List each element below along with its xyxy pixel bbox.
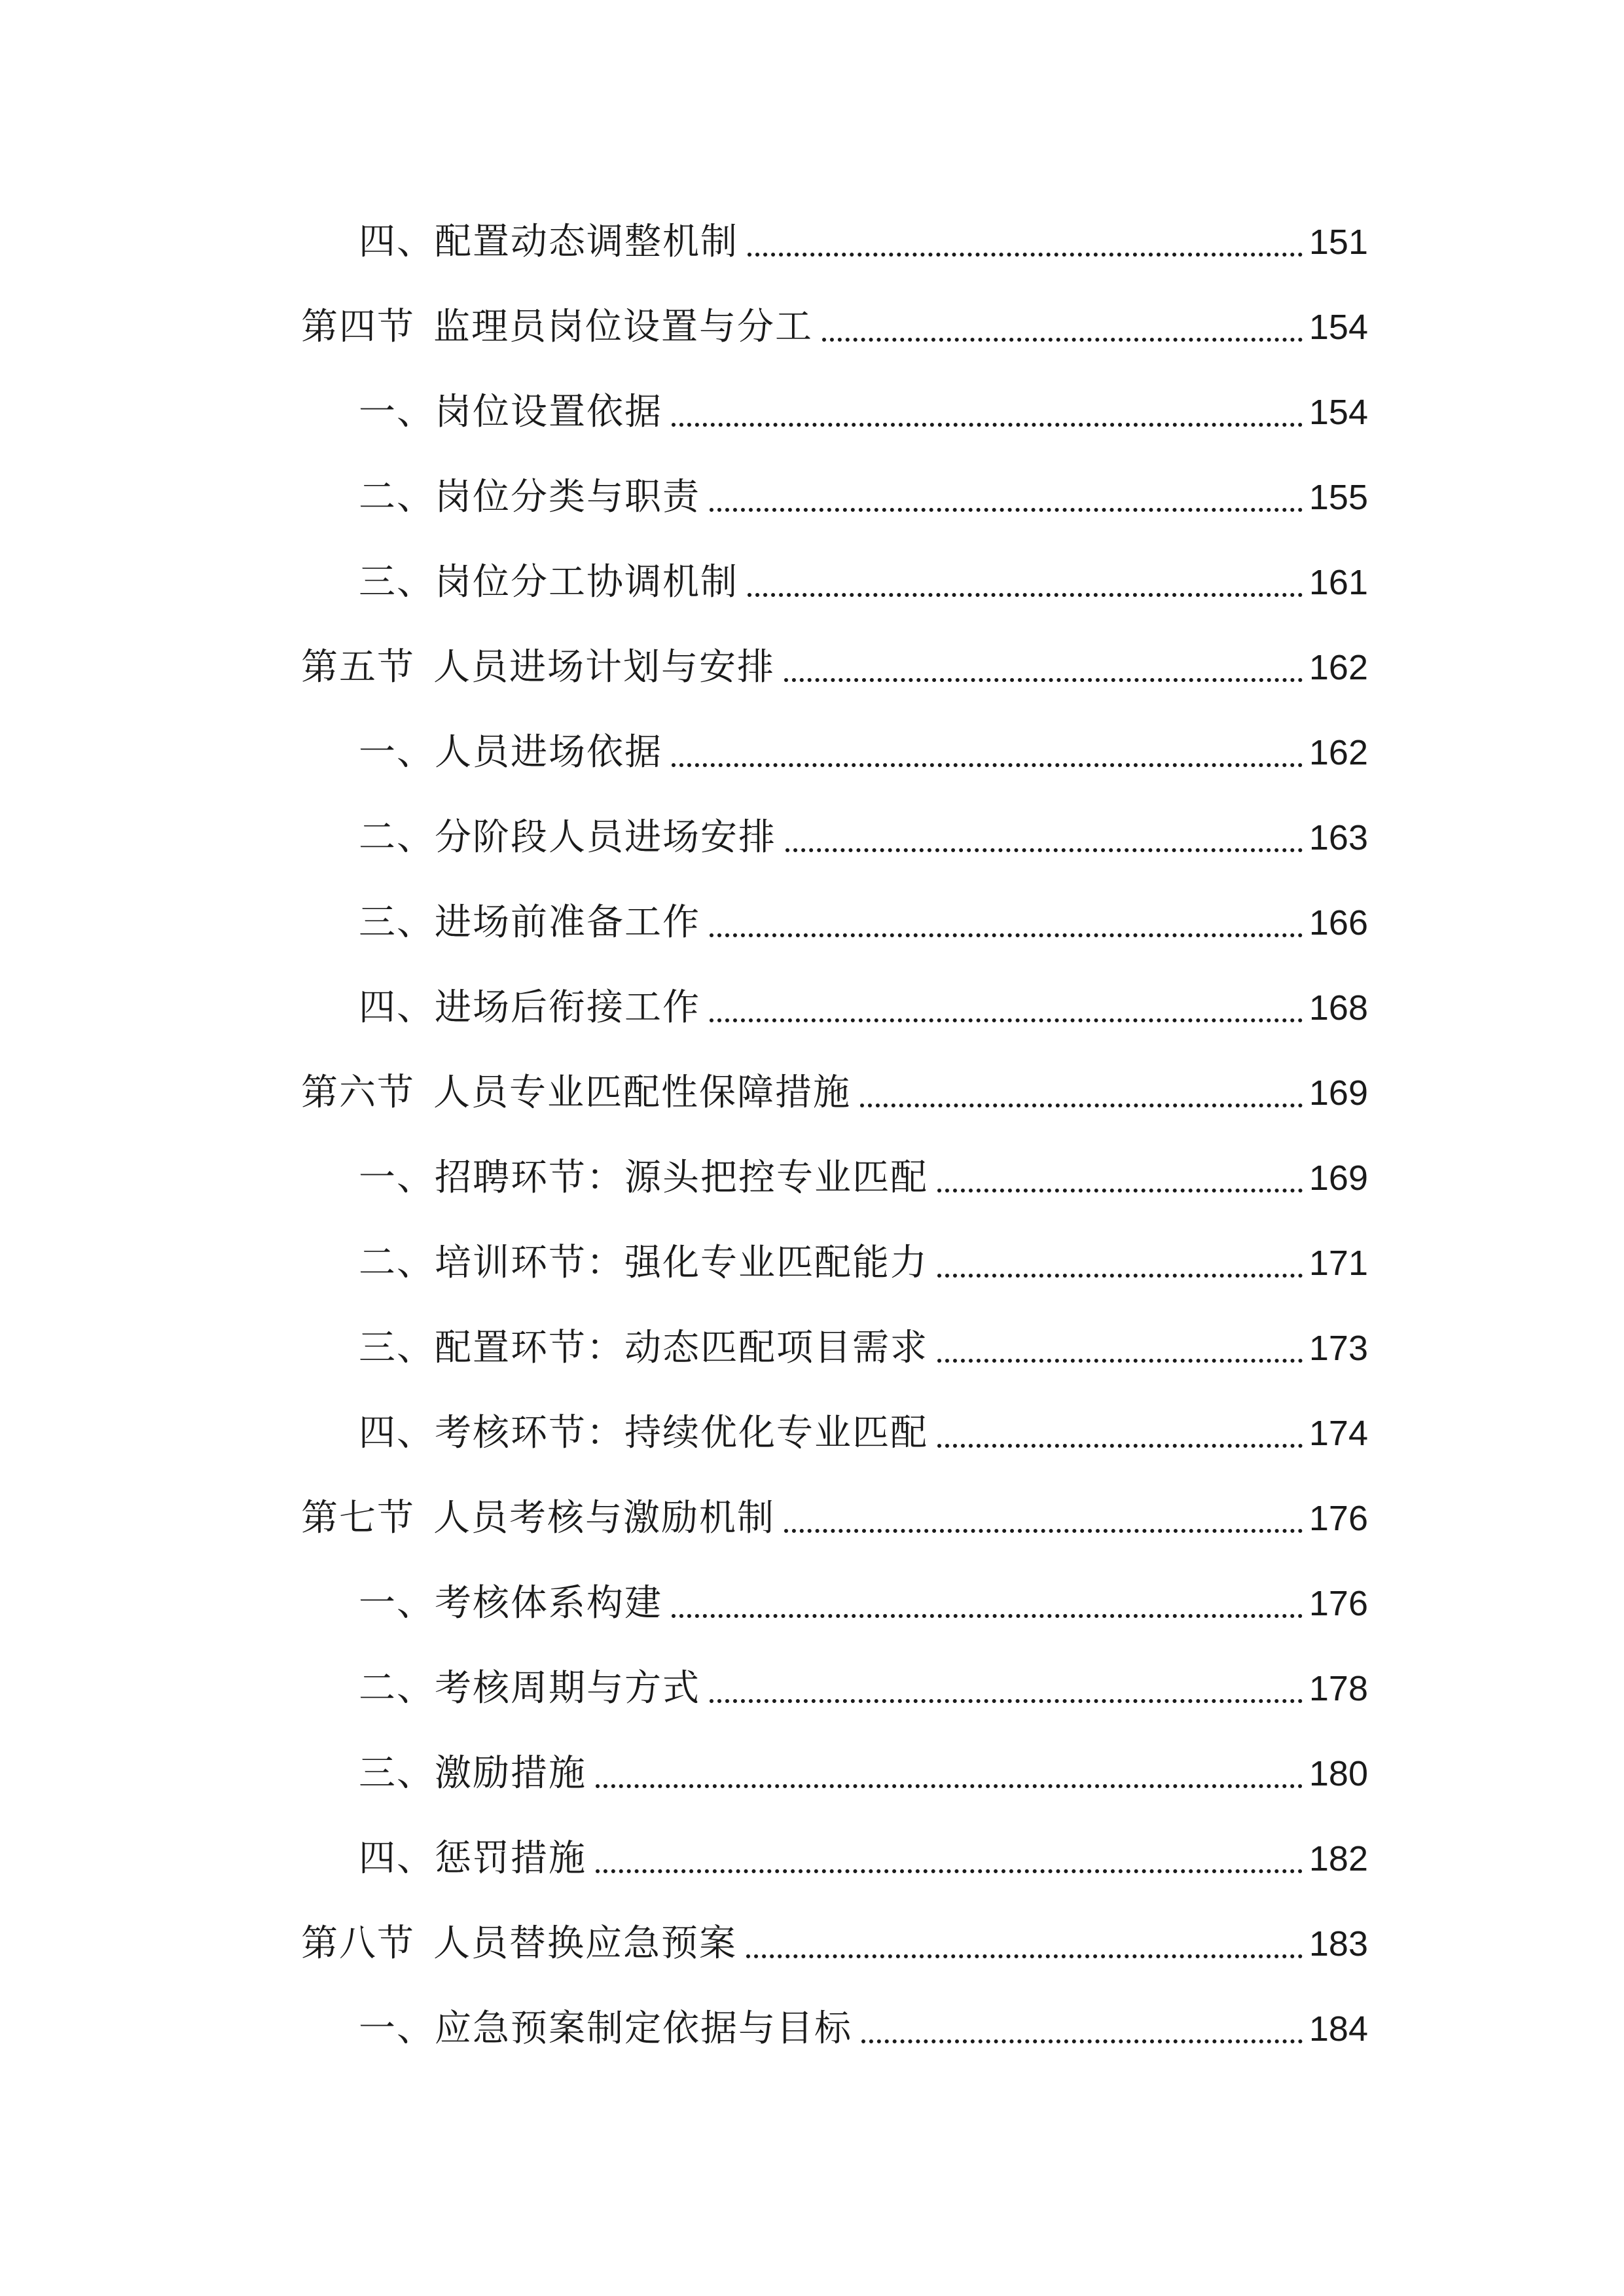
toc-entry-page: 154 bbox=[1308, 393, 1368, 432]
dot-leader bbox=[937, 1359, 1303, 1363]
toc-entry-title: 二、培训环节：强化专业匹配能力 bbox=[359, 1242, 928, 1284]
toc-entry[interactable] bbox=[359, 1833, 1368, 1885]
toc-entry[interactable] bbox=[359, 897, 1368, 949]
toc-entry-page: 182 bbox=[1308, 1839, 1368, 1878]
dot-leader bbox=[860, 1103, 1303, 1107]
toc-entry[interactable] bbox=[359, 1662, 1368, 1715]
toc-entry[interactable] bbox=[359, 726, 1368, 779]
toc-entry[interactable] bbox=[301, 1492, 1368, 1545]
toc-entry-page: 163 bbox=[1308, 818, 1368, 857]
toc-entry[interactable] bbox=[359, 386, 1368, 439]
toc-entry[interactable] bbox=[301, 301, 1368, 353]
toc-entry[interactable] bbox=[359, 1577, 1368, 1630]
toc-entry-title: 一、应急预案制定依据与目标 bbox=[359, 2007, 852, 2050]
toc-entry-page: 161 bbox=[1308, 563, 1368, 602]
toc-entry-page: 183 bbox=[1308, 1924, 1368, 1964]
toc-entry-page: 162 bbox=[1308, 733, 1368, 772]
toc-entry-page: 162 bbox=[1308, 648, 1368, 687]
dot-leader bbox=[746, 1954, 1303, 1958]
toc-entry-title bbox=[301, 301, 813, 353]
dot-leader bbox=[710, 933, 1303, 937]
dot-leader bbox=[672, 763, 1303, 767]
toc-entry-page: 184 bbox=[1308, 2009, 1368, 2049]
toc-entry-title: 四、配置动态调整机制 bbox=[359, 221, 738, 263]
toc-entry-page: 154 bbox=[1308, 308, 1368, 347]
toc-entry-page: 171 bbox=[1308, 1244, 1368, 1283]
toc-entry[interactable] bbox=[359, 556, 1368, 609]
toc-entry-title: 四、进场后衔接工作 bbox=[359, 986, 700, 1029]
section-number: 第八节 bbox=[301, 1922, 415, 1965]
dot-leader bbox=[937, 1189, 1303, 1193]
section-name: 人员专业匹配性保障措施 bbox=[433, 1071, 851, 1114]
toc-entry-page: 155 bbox=[1308, 478, 1368, 517]
dot-leader bbox=[784, 678, 1303, 682]
toc-entry-page: 176 bbox=[1308, 1584, 1368, 1623]
toc-entry[interactable] bbox=[359, 1152, 1368, 1204]
dot-leader bbox=[748, 593, 1303, 597]
dot-leader bbox=[596, 1784, 1303, 1788]
section-number: 第六节 bbox=[301, 1071, 415, 1114]
toc-entry-page: 151 bbox=[1308, 223, 1368, 262]
toc-entry-title: 三、进场前准备工作 bbox=[359, 901, 700, 944]
section-name: 人员替换应急预案 bbox=[433, 1922, 737, 1965]
toc-entry[interactable] bbox=[359, 982, 1368, 1034]
toc-entry[interactable] bbox=[359, 1237, 1368, 1289]
toc-entry[interactable] bbox=[359, 1748, 1368, 1800]
toc-entry-title: 四、考核环节：持续优化专业匹配 bbox=[359, 1412, 928, 1454]
toc-entry-title: 三、激励措施 bbox=[359, 1752, 586, 1795]
toc-entry-title bbox=[301, 1918, 737, 1970]
dot-leader bbox=[861, 2039, 1303, 2043]
toc-entry[interactable] bbox=[359, 2003, 1368, 2055]
toc-entry[interactable] bbox=[301, 1067, 1368, 1119]
toc-entry-page: 178 bbox=[1308, 1669, 1368, 1708]
toc-entry[interactable] bbox=[301, 641, 1368, 694]
toc-entry-page: 169 bbox=[1308, 1158, 1368, 1198]
toc-entry-page: 174 bbox=[1308, 1414, 1368, 1453]
toc-entry-title: 二、分阶段人员进场安排 bbox=[359, 816, 776, 859]
dot-leader bbox=[937, 1274, 1303, 1278]
toc-entry-title: 四、惩罚措施 bbox=[359, 1837, 586, 1880]
toc-entry-title: 一、岗位设置依据 bbox=[359, 391, 662, 433]
toc-entry[interactable] bbox=[359, 216, 1368, 268]
toc-entry-page: 169 bbox=[1308, 1073, 1368, 1113]
dot-leader bbox=[672, 1614, 1303, 1618]
toc-entry[interactable] bbox=[301, 1918, 1368, 1970]
toc-entry-page: 180 bbox=[1308, 1754, 1368, 1793]
dot-leader bbox=[748, 253, 1303, 257]
toc-entry-title: 三、配置环节：动态匹配项目需求 bbox=[359, 1327, 928, 1369]
toc-entry-page: 166 bbox=[1308, 903, 1368, 942]
toc-entry-page: 176 bbox=[1308, 1499, 1368, 1538]
section-name: 人员进场计划与安排 bbox=[433, 646, 775, 689]
toc-entry[interactable] bbox=[359, 812, 1368, 864]
dot-leader bbox=[672, 423, 1303, 427]
section-name: 人员考核与激励机制 bbox=[433, 1497, 775, 1539]
toc-entry[interactable] bbox=[359, 471, 1368, 524]
section-number: 第七节 bbox=[301, 1497, 415, 1539]
dot-leader bbox=[710, 1699, 1303, 1703]
toc-entry-title: 一、人员进场依据 bbox=[359, 731, 662, 774]
toc-entry-title bbox=[301, 1067, 851, 1119]
toc-entry-page: 173 bbox=[1308, 1329, 1368, 1368]
dot-leader bbox=[822, 338, 1303, 342]
toc-entry-title: 二、考核周期与方式 bbox=[359, 1667, 700, 1710]
toc-entry[interactable] bbox=[359, 1407, 1368, 1460]
dot-leader bbox=[710, 1018, 1303, 1022]
toc-entry[interactable] bbox=[359, 1322, 1368, 1374]
section-number: 第五节 bbox=[301, 646, 415, 689]
dot-leader bbox=[596, 1869, 1303, 1873]
toc-entry-title bbox=[301, 641, 775, 694]
dot-leader bbox=[937, 1444, 1303, 1448]
dot-leader bbox=[710, 508, 1303, 512]
toc-entry-title: 二、岗位分类与职责 bbox=[359, 476, 700, 518]
dot-leader bbox=[784, 1529, 1303, 1533]
dot-leader bbox=[785, 848, 1303, 852]
section-name: 监理员岗位设置与分工 bbox=[433, 306, 813, 348]
toc-entry-title: 一、招聘环节：源头把控专业匹配 bbox=[359, 1157, 928, 1199]
toc-entry-title bbox=[301, 1492, 775, 1545]
section-number: 第四节 bbox=[301, 306, 415, 348]
toc-entry-page: 168 bbox=[1308, 988, 1368, 1028]
toc-entry-title: 三、岗位分工协调机制 bbox=[359, 561, 738, 603]
toc-entry-title: 一、考核体系构建 bbox=[359, 1582, 662, 1624]
